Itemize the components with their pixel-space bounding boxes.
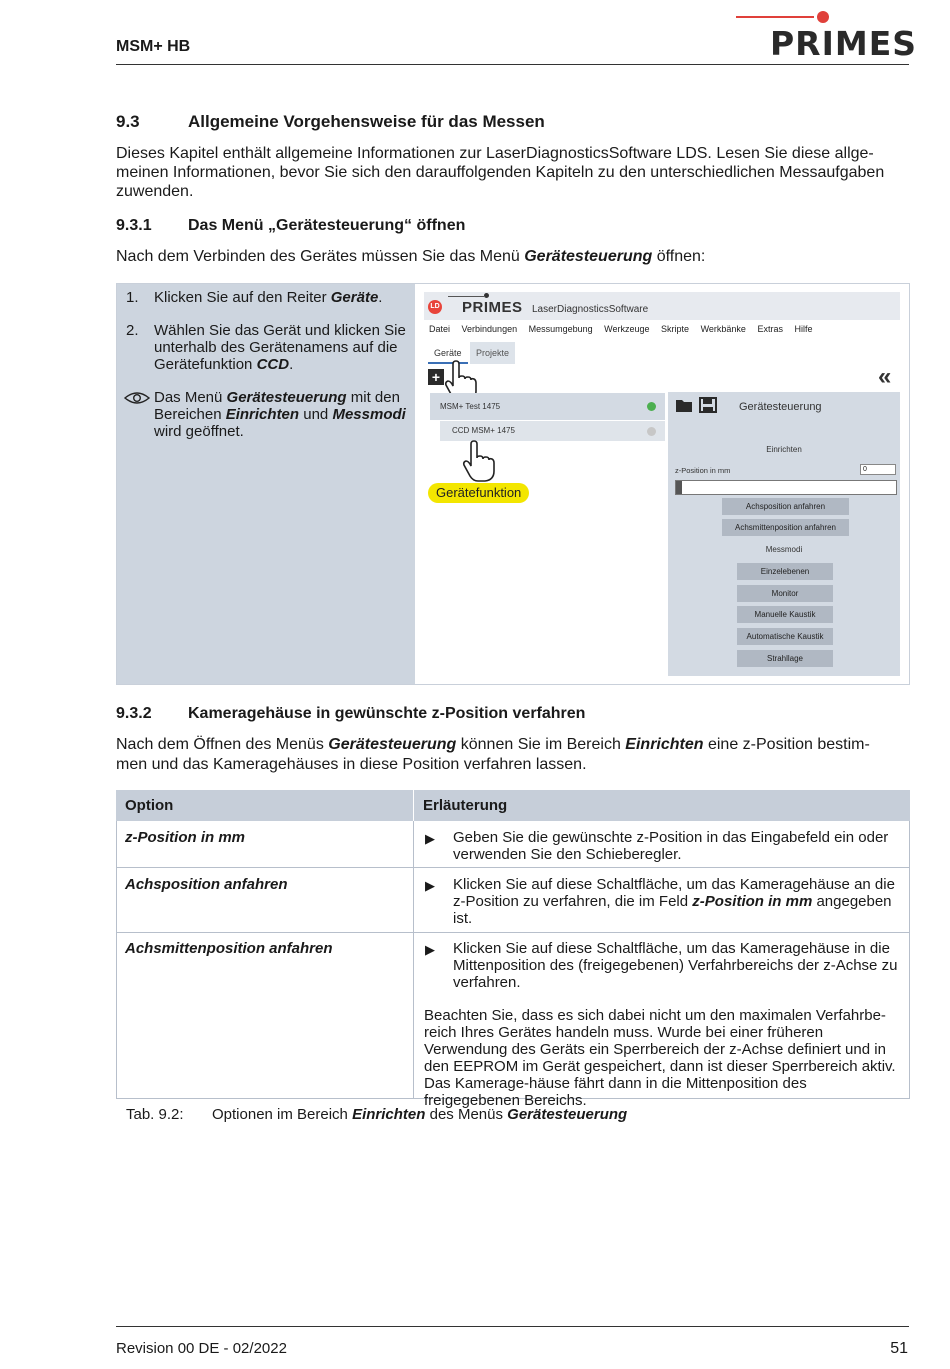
text: öffnen:: [652, 248, 706, 265]
option-axis-center-position: Achsmittenposition anfahren: [125, 940, 333, 957]
explanation-text: [453, 876, 903, 927]
panel-title: Gerätesteuerung: [739, 401, 822, 413]
bullet-arrow-icon: ▶: [425, 831, 435, 846]
tab-projekte[interactable]: Projekte: [470, 342, 515, 364]
table-row-divider: [116, 932, 910, 933]
axis-position-button[interactable]: Achsposition anfahren: [722, 498, 849, 515]
save-icon[interactable]: [699, 397, 717, 413]
logo-line: [736, 16, 814, 18]
table-row-divider: [116, 867, 910, 868]
table-header-option: Option: [116, 790, 413, 821]
tab-geraete[interactable]: Geräte: [428, 342, 468, 364]
section-intro: [116, 144, 911, 201]
result-text: Das Menü: [154, 389, 227, 406]
intro-line: Dieses Kapitel enthält allgemeine Informationen zur LaserDiagnosticsSoftware LDS. Lesen Sie diese allge-: [116, 145, 874, 162]
device-row[interactable]: MSM+ Test 1475: [430, 393, 665, 420]
table-row: [425, 829, 905, 863]
bullet-arrow-icon: ▶: [425, 942, 435, 957]
menu-item-datei[interactable]: Datei: [429, 324, 451, 334]
options-table: [116, 790, 910, 1109]
step-text: Klicken Sie auf den Reiter: [154, 289, 331, 306]
instruction-steps: [126, 289, 411, 456]
explanation-note: Beachten Sie, dass es sich dabei nicht um den maximalen Verfahrbe-reich Ihres Gerätes handeln muss. Wurde bei einer früheren Verwendung des Geräts ein Sperrbereich der z-Achse definiert und in den EEPROM im Gerät gespeichert, dann ist dieser Sperrbereich aktiv. Das Kamerage-häuse fährt dann in die Mittenposition des freigegebenen Bereichs.: [424, 1007, 896, 1109]
explanation-text: Klicken Sie auf diese Schaltfläche, um das Kameragehäuse in die Mittenposition des (freigegebenen) Verfahrbereichs der z-Achse zu verfahren.: [453, 940, 898, 991]
emphasis: Gerätesteuerung: [507, 1106, 628, 1123]
page-number: 51: [890, 1340, 908, 1357]
emphasis: Gerätesteuerung: [328, 736, 457, 753]
section-title: Allgemeine Vorgehensweise für das Messen: [188, 112, 545, 131]
menu-item-messumgebung[interactable]: Messumgebung: [528, 324, 593, 334]
section-number: 9.3: [116, 112, 140, 131]
step-item: [126, 322, 411, 373]
emphasis: Einrichten: [625, 736, 704, 753]
table-border: [413, 821, 414, 1099]
step-text: .: [378, 289, 383, 306]
text: Nach dem Verbinden des Gerätes müssen Sie das Menü: [116, 248, 525, 265]
step-item: [126, 289, 411, 306]
table-border: [909, 821, 910, 1099]
option-z-position: z-Position in mm: [125, 829, 245, 846]
text: Nach dem Öffnen des Menüs: [116, 736, 329, 753]
subsection-title: Kameragehäuse in gewünschte z-Position verfahren: [188, 705, 586, 722]
footer-rule: [116, 1326, 909, 1327]
collapse-panel-icon[interactable]: «: [878, 363, 892, 390]
add-device-button[interactable]: +: [428, 369, 444, 385]
explanation-text: Geben Sie die gewünschte z-Position in das Eingabefeld ein oder verwenden Sie den Schieberegler.: [453, 829, 889, 863]
subsection-number: 9.3.1: [116, 217, 152, 234]
subsection-intro: [116, 247, 911, 266]
emphasis: z-Position in mm: [692, 893, 813, 910]
software-logo: PRIMES: [462, 299, 523, 316]
mode-beam-position-button[interactable]: Strahllage: [737, 650, 833, 667]
menu-item-verbindungen[interactable]: Verbindungen: [461, 324, 518, 334]
text: Klicken Sie auf diese Schaltfläche, um das Kameragehäuse an die z-Position zu verfahren, die im Feld: [453, 876, 895, 910]
eye-icon: [124, 391, 150, 405]
logo-text: PRIMES: [770, 24, 918, 63]
intro-line: zuwenden.: [116, 183, 194, 200]
table-row: [425, 876, 905, 927]
bullet-arrow-icon: ▶: [425, 878, 435, 893]
intro-line: men und das Kameragehäuses in diese Position verfahren lassen.: [116, 756, 587, 773]
result-text: mit den Bereichen: [154, 389, 400, 423]
caption-text: [212, 1106, 627, 1123]
software-app-name: LaserDiagnosticsSoftware: [532, 304, 649, 315]
axis-center-button[interactable]: Achsmittenposition anfahren: [722, 519, 849, 536]
device-function-callout: Gerätefunktion: [428, 483, 529, 503]
menu-item-werkzeuge[interactable]: Werkzeuge: [604, 324, 650, 334]
text: eine z-Position bestim-: [703, 736, 870, 753]
mode-single-plane-button[interactable]: Einzelebenen: [737, 563, 833, 580]
z-position-input[interactable]: 0: [860, 464, 896, 475]
emphasis: Einrichten: [352, 1106, 426, 1123]
step-emphasis: CCD: [256, 356, 290, 373]
table-row: [425, 940, 905, 994]
text: des Menüs: [425, 1106, 508, 1123]
menu-item-skripte[interactable]: Skripte: [661, 324, 690, 334]
result-emphasis: Einrichten: [225, 406, 300, 423]
status-dot-green-icon: [647, 402, 656, 411]
intro-line: meinen Informationen, bevor Sie sich den darauffolgenden Kapiteln zu den unterschiedlichen Messaufgaben: [116, 164, 885, 181]
table-header-explanation: Erläuterung: [414, 790, 910, 821]
sw-logo-line: [448, 296, 484, 297]
logo-dot: [817, 11, 829, 23]
caption-label: Tab. 9.2:: [126, 1106, 184, 1123]
result-text: wird geöffnet.: [154, 423, 244, 440]
document-title: MSM+ HB: [116, 38, 191, 55]
header-rule: [116, 64, 909, 65]
subsection-heading: [116, 217, 911, 237]
folder-icon[interactable]: [675, 397, 693, 413]
text: Optionen im Bereich: [212, 1106, 353, 1123]
result-emphasis: Messmodi: [332, 406, 406, 423]
subsection-number: 9.3.2: [116, 705, 152, 722]
z-position-slider[interactable]: [675, 480, 897, 495]
step-text: Wählen Sie das Gerät und klicken Sie unterhalb des Gerätenamens auf die Gerätefunktion: [154, 322, 406, 373]
z-position-label: z-Position in mm: [675, 466, 731, 475]
step-number: 1.: [126, 289, 139, 306]
table-border: [116, 821, 117, 1099]
menu-item-werkbaenke[interactable]: Werkbänke: [700, 324, 746, 334]
result-item: [126, 389, 411, 440]
section-setup-label: Einrichten: [766, 445, 802, 454]
subsection-heading: [116, 705, 911, 725]
mode-manual-caustic-button[interactable]: Manuelle Kaustik: [737, 606, 833, 623]
subsection-title: Das Menü „Gerätesteuerung“ öffnen: [188, 217, 466, 234]
step-text: .: [289, 356, 294, 373]
subsection-intro: [116, 735, 911, 775]
sw-logo-dot: [484, 293, 489, 298]
primes-logo: [736, 10, 918, 63]
table-caption: [126, 1106, 826, 1126]
step-number: 2.: [126, 322, 139, 339]
status-dot-gray-icon: [647, 427, 656, 436]
text: angegeben ist.: [453, 893, 892, 927]
option-axis-position: Achsposition anfahren: [125, 876, 288, 893]
device-function-row[interactable]: CCD MSM+ 1475: [440, 421, 665, 441]
intro-line: [116, 735, 911, 755]
menu-item-extras[interactable]: Extras: [757, 324, 783, 334]
step-emphasis: Geräte: [330, 289, 379, 306]
mode-auto-caustic-button[interactable]: Automatische Kaustik: [737, 628, 833, 645]
text: können Sie im Bereich: [456, 736, 626, 753]
mode-monitor-button[interactable]: Monitor: [737, 585, 833, 602]
result-emphasis: Gerätesteuerung: [226, 389, 347, 406]
section-modes-label: Messmodi: [765, 545, 803, 554]
slider-thumb[interactable]: [676, 481, 682, 494]
pointer-hand-icon: [462, 440, 496, 482]
revision-label: Revision 00 DE - 02/2022: [116, 1340, 287, 1357]
menu-name-emphasis: Gerätesteuerung: [524, 248, 653, 265]
section-heading: [116, 112, 911, 132]
menu-item-hilfe[interactable]: Hilfe: [794, 324, 813, 334]
result-text: und: [299, 406, 333, 423]
lds-badge: LD: [428, 300, 442, 314]
software-menu-bar: [429, 324, 822, 334]
